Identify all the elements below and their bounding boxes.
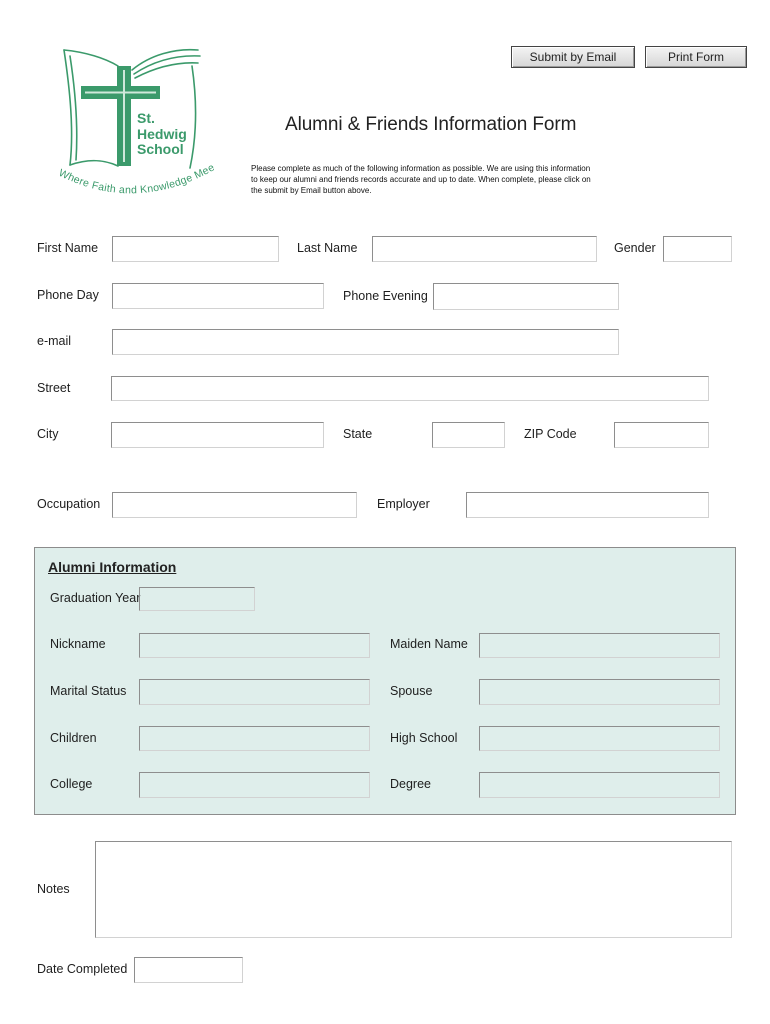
state-label: State [343,427,373,441]
intro-line: Please complete as much of the following information as possible. We are using this information [251,164,591,173]
marital-status-input[interactable] [139,679,370,705]
email-input[interactable] [112,329,619,355]
gender-input[interactable] [663,236,732,262]
submit-by-email-button[interactable]: Submit by Email [511,46,635,68]
graduation-year-input[interactable] [139,587,255,611]
logo-text-st: St. [137,110,155,126]
email-label: e-mail [37,334,72,348]
phone-day-input[interactable] [112,283,324,309]
school-logo [52,44,218,206]
college-input[interactable] [139,772,370,798]
occupation-label: Occupation [37,497,101,511]
employer-input[interactable] [466,492,709,518]
first-name-label: First Name [37,241,99,255]
maiden-name-label: Maiden Name [390,637,468,651]
degree-label: Degree [390,777,431,791]
nickname-input[interactable] [139,633,370,658]
book-page-flutter-3 [135,63,198,78]
zip-code-input[interactable] [614,422,709,448]
intro-line: to keep our alumni and friends records accurate and up to date. When complete, please click on [251,175,591,184]
date-completed-label: Date Completed [37,962,128,976]
book-page-flutter-2 [134,56,200,74]
book-left-page-bottom [70,161,118,166]
book-right-page-edge [190,66,196,168]
street-label: Street [37,381,71,395]
state-input[interactable] [432,422,505,448]
intro-line: the submit by Email button above. [251,186,372,195]
first-name-input[interactable] [112,236,279,262]
employer-label: Employer [377,497,430,511]
high-school-input[interactable] [479,726,720,751]
children-label: Children [50,731,97,745]
high-school-label: High School [390,731,458,745]
page-title: Alumni & Friends Information Form [285,114,577,135]
gender-label: Gender [614,241,656,255]
date-completed-input[interactable] [134,957,243,983]
city-label: City [37,427,59,441]
city-input[interactable] [111,422,324,448]
zip-code-label: ZIP Code [524,427,577,441]
book-left-page-top [64,50,118,66]
nickname-label: Nickname [50,637,106,651]
last-name-input[interactable] [372,236,597,262]
alumni-information-panel [34,547,736,815]
intro-text [251,163,591,196]
phone-evening-input[interactable] [433,283,619,310]
spouse-input[interactable] [479,679,720,705]
occupation-input[interactable] [112,492,357,518]
children-input[interactable] [139,726,370,751]
logo-motto-text: Where Faith and Knowledge Mee [56,161,217,197]
book-left-page-outer [64,50,72,165]
phone-day-label: Phone Day [37,288,99,302]
notes-label: Notes [37,882,70,896]
spouse-label: Spouse [390,684,433,698]
phone-evening-label: Phone Evening [343,289,428,303]
graduation-year-label: Graduation Year [50,591,141,605]
maiden-name-input[interactable] [479,633,720,658]
last-name-label: Last Name [297,241,358,255]
notes-textarea[interactable] [95,841,732,938]
college-label: College [50,777,93,791]
marital-status-label: Marital Status [50,684,127,698]
logo-text-hedwig: Hedwig [137,126,187,142]
street-input[interactable] [111,376,709,401]
print-form-button[interactable]: Print Form [645,46,747,68]
degree-input[interactable] [479,772,720,798]
alumni-information-heading: Alumni Information [48,559,177,575]
logo-text-school: School [137,141,184,157]
